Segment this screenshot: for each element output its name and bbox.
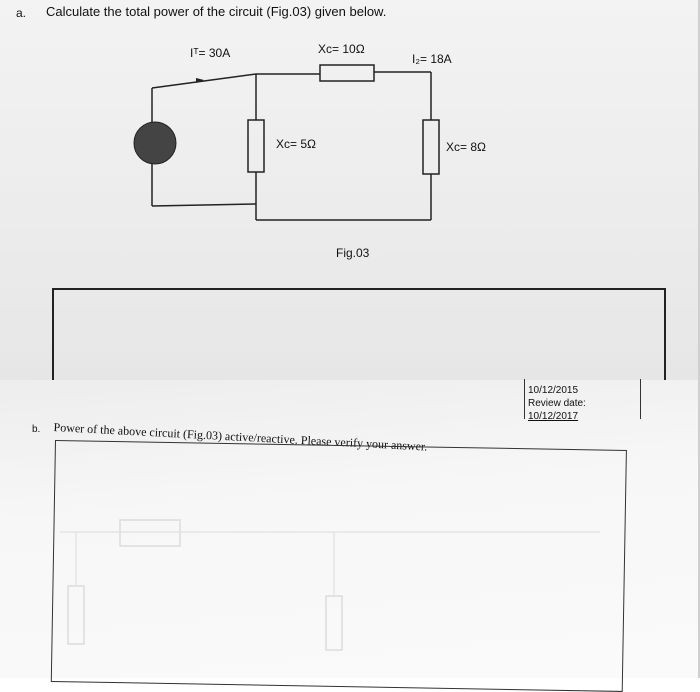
wire-source-bottom <box>152 204 256 206</box>
review-date-label: Review date: <box>528 398 586 409</box>
issue-date: 10/12/2015 <box>528 385 579 396</box>
question-b-text: Power of the above circuit (Fig.03) active/reactive. Please verify your answer. <box>53 420 428 454</box>
date-divider-left <box>524 379 525 419</box>
date-divider-right <box>640 379 641 419</box>
review-date-value: 10/12/2017 <box>528 411 579 422</box>
label-xc-top: Xᴄ= 10Ω <box>318 42 365 56</box>
label-xc-right: Xᴄ= 8Ω <box>446 140 486 154</box>
question-b-bullet: b. <box>32 424 41 435</box>
capacitor-top <box>320 65 374 81</box>
answer-box-bottom <box>51 440 627 692</box>
wire-source-top <box>152 74 256 88</box>
answer-box-top <box>52 288 666 384</box>
question-a-letter: a. <box>16 6 27 20</box>
capacitor-left <box>248 120 264 172</box>
question-a-text: Calculate the total power of the circuit (Fig.03) given below. <box>46 4 387 19</box>
review-date-block <box>528 384 586 423</box>
capacitor-right <box>423 120 439 174</box>
figure-caption: Fig.03 <box>336 246 370 260</box>
label-xc-left: Xᴄ= 5Ω <box>276 137 316 151</box>
label-branch-current: I₂= 18A <box>412 52 452 66</box>
label-total-current: Iᵀ= 30A <box>190 46 231 60</box>
voltage-source <box>134 122 176 164</box>
